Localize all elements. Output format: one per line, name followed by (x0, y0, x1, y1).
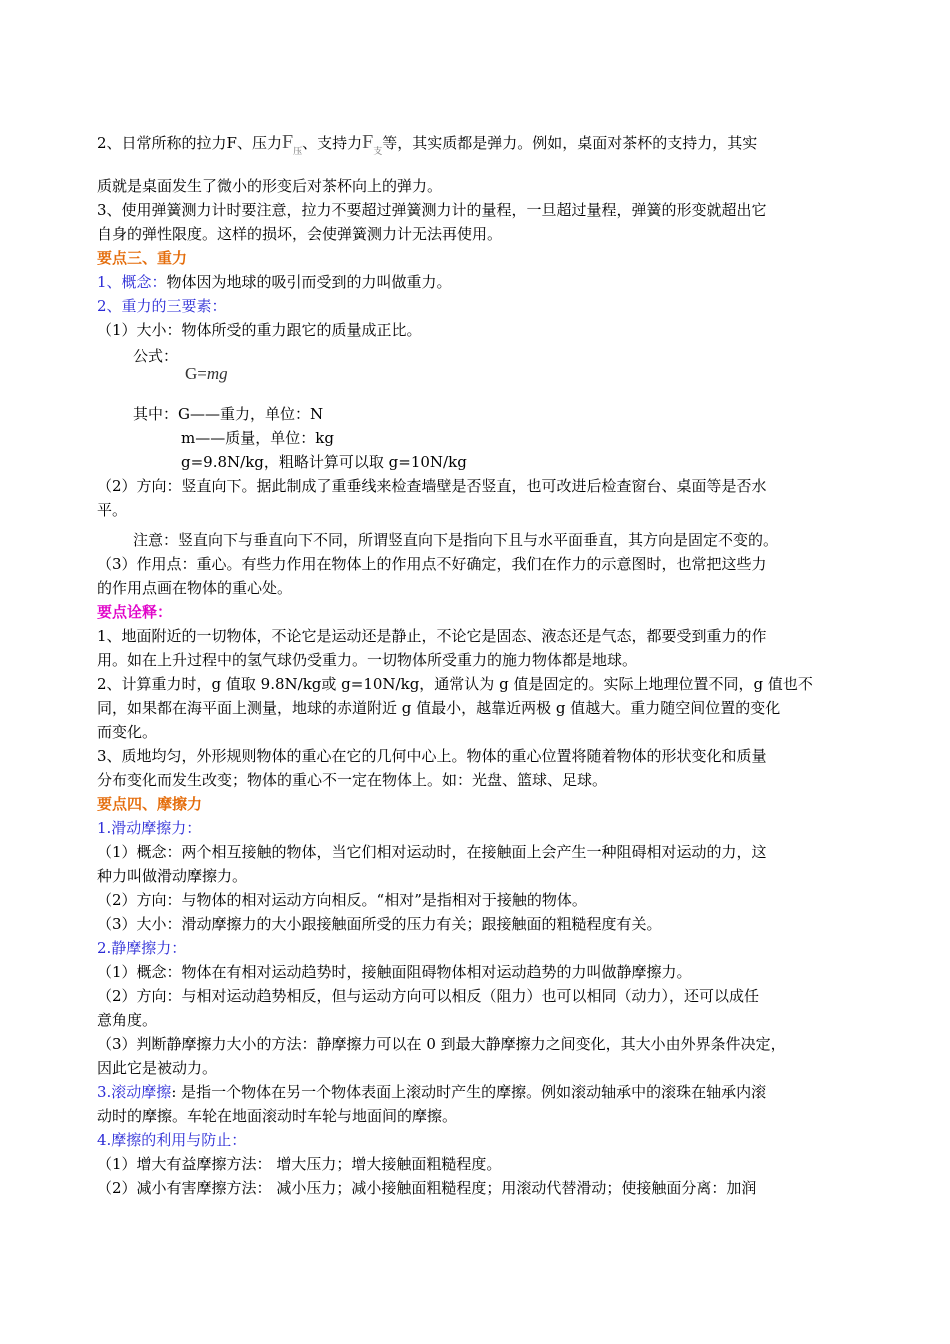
text-line: （1）概念：两个相互接触的物体，当它们相对运动时，在接触面上会产生一种阻碍相对运动的力，这 (97, 843, 767, 861)
document-page (97, 124, 857, 1200)
gravity-concept (97, 270, 857, 294)
subheading-rolling-friction: 3.滚动摩擦 (97, 1083, 172, 1101)
text-line: 其中：G——重力，单位：N (133, 405, 324, 423)
text-line: g=9.8N/kg，粗略计算可以取 g=10N/kg (181, 453, 467, 471)
text-line: 动时的摩擦。车轮在地面滚动时车轮与地面间的摩擦。 (97, 1107, 458, 1125)
text-line: 2、计算重力时，g 值取 9.8N/kg或 g=10N/kg，通常认为 g 值是固定的。实际上地理位置不同，g 值也不 (97, 675, 813, 693)
text-line: （3）作用点：重心。有些力作用在物体上的作用点不好确定，我们在作力的示意图时，也常把这些力 (97, 555, 767, 573)
text-line: （2）减小有害摩擦方法： 减小压力；减小接触面粗糙程度；用滚动代替滑动；使接触面分离：加润 (97, 1179, 757, 1197)
text-line: （1）大小：物体所受的重力跟它的质量成正比。 (97, 321, 422, 339)
text-line: 而变化。 (97, 723, 158, 741)
text-line: （3）判断静摩擦力大小的方法：静摩擦力可以在 0 到最大静摩擦力之间变化，其大小由外界条件决定， (97, 1035, 786, 1053)
symbol-f-press: F (281, 131, 294, 153)
text-line: （2）方向：与物体的相对运动方向相反。“相对”是指相对于接触的物体。 (97, 891, 587, 909)
text-line: 1、地面附近的一切物体，不论它是运动还是静止，不论它是固态、液态还是气态，都要受到重力的作 (97, 627, 767, 645)
text-line: 3、质地均匀，外形规则物体的重心在它的几何中心上。物体的重心位置将随着物体的形状变化和质量 (97, 747, 767, 765)
text: : 是指一个物体在另一个物体表面上滚动时产生的摩擦。例如滚动轴承中的滚珠在轴承内滚 (171, 1083, 767, 1101)
subscript-press: 压 (293, 147, 303, 157)
gravity-three-elements: 2、重力的三要素： (97, 297, 227, 315)
text-line: 因此它是被动力。 (97, 1059, 218, 1077)
text-line: 分布变化而发生改变；物体的重心不一定在物体上。如：光盘、篮球、足球。 (97, 771, 608, 789)
paragraph-elastic-force (97, 124, 857, 170)
text: 物体因为地球的吸引而受到的力叫做重力。 (166, 273, 452, 291)
text: 等，其实质都是弹力。例如，桌面对茶杯的支持力，其实 (382, 134, 758, 152)
text-line: 意角度。 (97, 1011, 158, 1029)
section-heading-gravity: 要点三、重力 (97, 249, 188, 267)
rolling-friction (97, 1080, 857, 1104)
formula-label: 公式： (133, 347, 179, 365)
text-line: 的作用点画在物体的重心处。 (97, 579, 293, 597)
text-line: （2）方向：竖直向下。据此制成了重垂线来检查墙壁是否竖直，也可改进后检查窗台、桌面等是否水 (97, 477, 767, 495)
text-line: （1）增大有益摩擦方法： 增大压力；增大接触面粗糙程度。 (97, 1155, 502, 1173)
text-line: （3）大小：滑动摩擦力的大小跟接触面所受的压力有关；跟接触面的粗糙程度有关。 (97, 915, 662, 933)
text-line: m——质量，单位：kg (181, 429, 334, 447)
text-line: 3、使用弹簧测力计时要注意，拉力不要超过弹簧测力计的量程，一旦超过量程，弹簧的形变就超出它 (97, 201, 767, 219)
text-line: （2）方向：与相对运动趋势相反，但与运动方向可以相反（阻力）也可以相同（动力），还可以成任 (97, 987, 760, 1005)
text-line: （1）概念：物体在有相对运动趋势时，接触面阻碍物体相对运动趋势的力叫做静摩擦力。 (97, 963, 692, 981)
formula (97, 362, 857, 394)
text-line: 同，如果都在海平面上测量，地球的赤道附近 g 值最小，越靠近两极 g 值越大。重力随空间位置的变化 (97, 699, 781, 717)
subheading-static-friction: 2.静摩擦力： (97, 939, 187, 957)
note-line: 注意：竖直向下与垂直向下不同，所谓竖直向下是指向下且与水平面垂直，其方向是固定不变的。 (133, 531, 779, 549)
text-line: 质就是桌面发生了微小的形变后对茶杯向上的弹力。 (97, 177, 443, 195)
label: 1、概念： (97, 273, 167, 291)
text: 2、日常所称的拉力F、压力 (97, 134, 282, 152)
section-heading-friction: 要点四、摩擦力 (97, 795, 203, 813)
subheading-friction-use: 4.摩擦的利用与防止： (97, 1131, 247, 1149)
text-line: 种力叫做滑动摩擦力。 (97, 867, 248, 885)
text-line: 用。如在上升过程中的氢气球仍受重力。一切物体所受重力的施力物体都是地球。 (97, 651, 638, 669)
symbol-f-support: F (362, 131, 374, 153)
section-heading-explanation: 要点诠释： (97, 603, 173, 621)
formula-mg: mg (206, 364, 228, 383)
formula-g: G= (185, 364, 207, 383)
text-line: 自身的弹性限度。这样的损坏，会使弹簧测力计无法再使用。 (97, 225, 503, 243)
text-line: 平。 (97, 501, 128, 519)
subheading-sliding-friction: 1.滑动摩擦力： (97, 819, 202, 837)
subscript-support: 支 (373, 147, 383, 157)
text: 、支持力 (302, 134, 363, 152)
